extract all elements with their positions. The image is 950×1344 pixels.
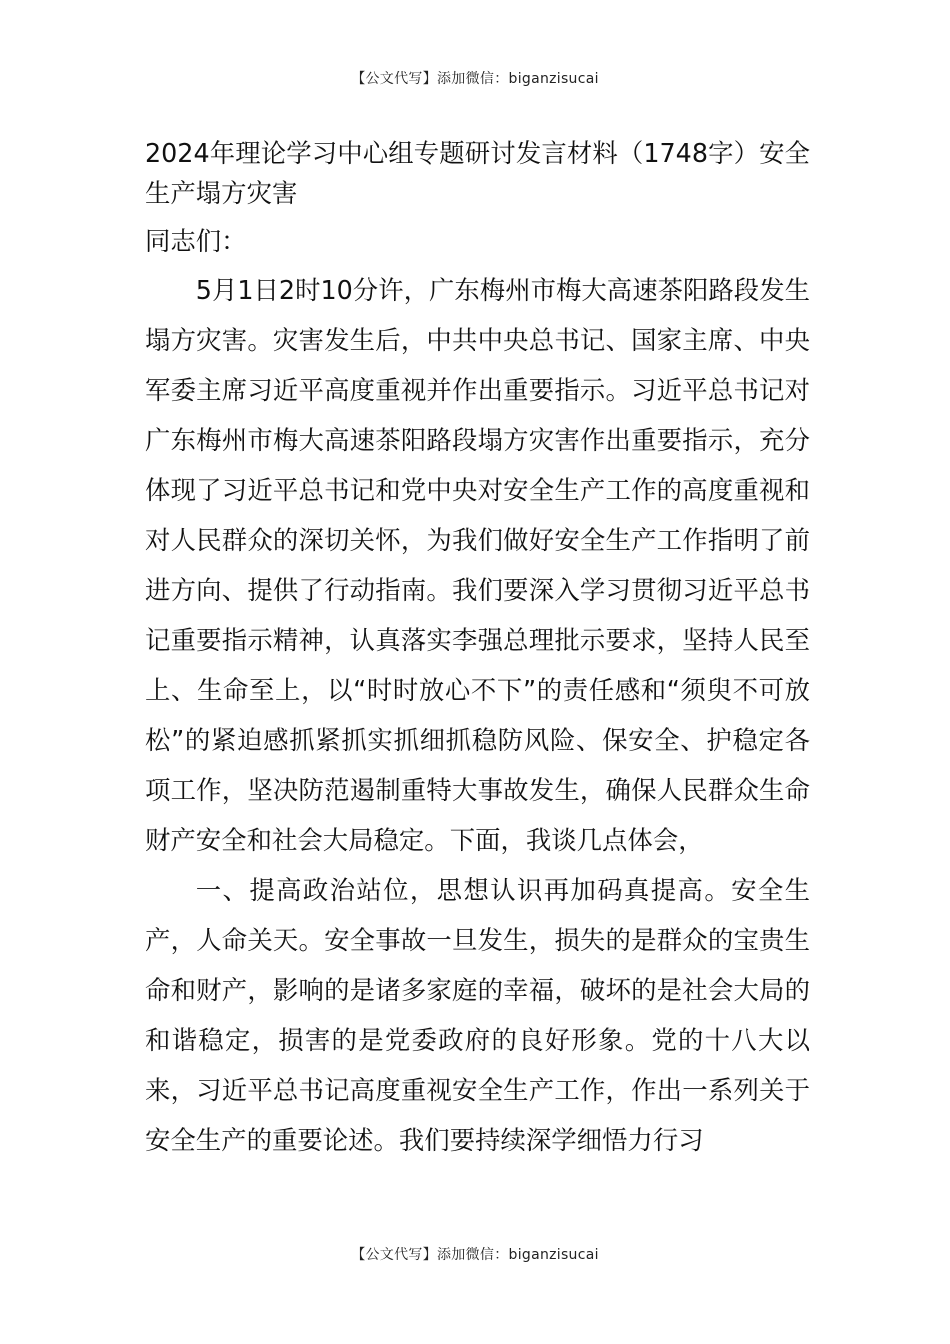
salutation: 同志们：: [145, 226, 247, 256]
body-paragraph: 5月1日2时10分许，广东梅州市梅大高速茶阳路段发生塌方灾害。灾害发生后，中共中央总书记、国家主席、中央军委主席习近平高度重视并作出重要指示。习近平总书记对广东梅州市梅大高速茶阳路段塌方灾害作出重要指示，充分体现了习近平总书记和党中央对安全生产工作的高度重视和对人民群众的深切关怀，为我们做好安全生产工作指明了前进方向、提供了行动指南。我们要深入学习贯彻习近平总书记重要指示精神，认真落实李强总理批示要求，坚持人民至上、生命至上，以“时时放心不下”的责任感和“须臾不可放松”的紧迫感抓紧抓实抓细抓稳防风险、保安全、护稳定各项工作，坚决防范遏制重特大事故发生，确保人民群众生命财产安全和社会大局稳定。下面，我谈几点体会，: [145, 275, 810, 855]
header-watermark: 【公文代写】添加微信：biganzisucai: [351, 71, 599, 87]
body-paragraph: 一、提高政治站位，思想认识再加码真提高。安全生产，人命关天。安全事故一旦发生，损失的是群众的宝贵生命和财产，影响的是诸多家庭的幸福，破坏的是社会大局的和谐稳定，损害的是党委政府的良好形象。党的十八大以来，习近平总书记高度重视安全生产工作，作出一系列关于安全生产的重要论述。我们要持续深学细悟力行习: [145, 875, 810, 1155]
document-body: [145, 133, 810, 1165]
document-title: 2024年理论学习中心组专题研讨发言材料（1748字）安全生产塌方灾害: [145, 138, 810, 208]
footer-watermark: 【公文代写】添加微信：biganzisucai: [351, 1247, 599, 1263]
